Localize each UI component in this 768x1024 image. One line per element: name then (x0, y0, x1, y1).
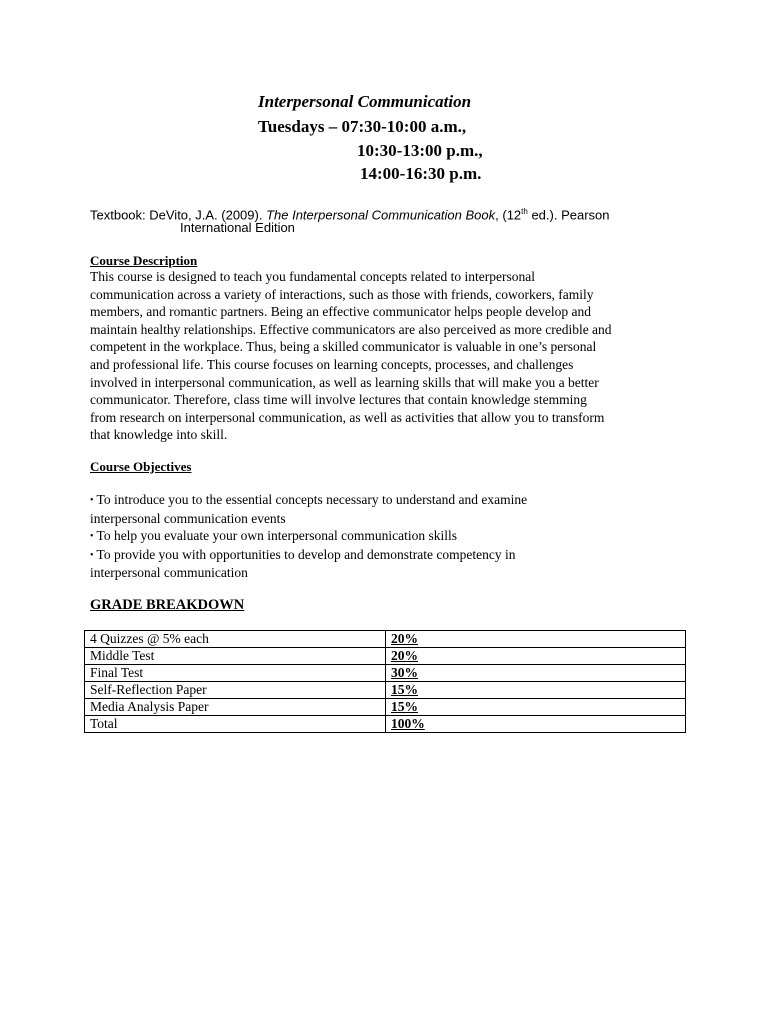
bullet-icon: • (90, 495, 94, 506)
textbook-edition-post: ed.). Pearson (527, 207, 610, 223)
course-objectives-list (90, 491, 680, 582)
course-objectives-heading: Course Objectives (90, 459, 192, 474)
schedule-line-1: Tuesdays – 07:30-10:00 a.m., (258, 117, 467, 136)
schedule-line-3: 14:00-16:30 p.m. (360, 164, 482, 183)
table-row (85, 699, 686, 716)
description-line: members, and romantic partners. Being an effective communicator helps people develop and (90, 304, 591, 320)
objective-text: interpersonal communication (90, 565, 248, 581)
grade-weight-cell: 30% (386, 665, 686, 682)
table-row (85, 682, 686, 699)
textbook-title: The Interpersonal Communication Book (266, 207, 496, 223)
description-line: that knowledge into skill. (90, 427, 228, 443)
grade-item-cell: Total (85, 716, 386, 733)
table-row (85, 631, 686, 648)
objective-line (90, 527, 680, 546)
textbook-citation (90, 203, 609, 224)
grade-item-cell: 4 Quizzes @ 5% each (85, 631, 386, 648)
grade-item-cell: Self-Reflection Paper (85, 682, 386, 699)
grade-item-cell: Middle Test (85, 648, 386, 665)
bullet-icon: • (90, 549, 94, 561)
grade-breakdown-table (84, 630, 686, 733)
objective-line (90, 546, 680, 565)
textbook-prefix: Textbook: DeVito, J.A. (2009). (90, 207, 267, 223)
course-title: Interpersonal Communication (258, 92, 472, 111)
description-line: and professional life. This course focuses on learning concepts, processes, and challenges (90, 356, 574, 372)
textbook-edition-pre: , (12 (495, 207, 522, 223)
grade-item-cell: Final Test (85, 665, 386, 682)
schedule-line-2: 10:30-13:00 p.m., (357, 141, 483, 160)
grade-weight-cell: 15% (386, 699, 686, 716)
objective-text: To introduce you to the essential concepts necessary to understand and examine (96, 492, 528, 507)
objective-text: interpersonal communication events (90, 510, 286, 526)
grade-weight-cell: 20% (386, 648, 686, 665)
textbook-citation-line2: International Edition (180, 220, 295, 235)
table-row (85, 665, 686, 682)
objective-text: To help you evaluate your own interpersonal communication skills (96, 528, 457, 544)
description-line: maintain healthy relationships. Effective communicators are also perceived as more credible and (90, 321, 612, 337)
description-line: from research on interpersonal communication, as well as activities that allow you to transform (90, 409, 605, 425)
grade-item-cell: Media Analysis Paper (85, 699, 386, 716)
table-row (85, 648, 686, 665)
grade-breakdown-heading: GRADE BREAKDOWN (90, 597, 245, 613)
grade-weight-cell: 15% (386, 682, 686, 699)
objective-line (90, 510, 680, 528)
grade-weight-cell: 20% (386, 631, 686, 648)
objective-line (90, 564, 680, 582)
objective-line (90, 491, 680, 510)
course-description-heading: Course Description (90, 253, 198, 268)
objective-text: To provide you with opportunities to develop and demonstrate competency in (96, 546, 516, 562)
textbook-edition-sup: th (521, 207, 528, 216)
table-row (85, 716, 686, 733)
description-line: communication across a variety of interactions, such as those with friends, coworkers, family (90, 286, 594, 302)
grade-weight-cell: 100% (386, 716, 686, 733)
description-line: communicator. Therefore, class time will involve lectures that contain knowledge stemming (90, 392, 587, 408)
description-line: competent in the workplace. Thus, being a skilled communicator is valuable in one’s personal (90, 339, 597, 355)
course-description-text (90, 268, 680, 444)
description-line: This course is designed to teach you fundamental concepts related to interpersonal (90, 269, 535, 284)
bullet-icon: • (90, 531, 94, 543)
description-line: involved in interpersonal communication, as well as learning skills that will make you a better (90, 374, 599, 390)
